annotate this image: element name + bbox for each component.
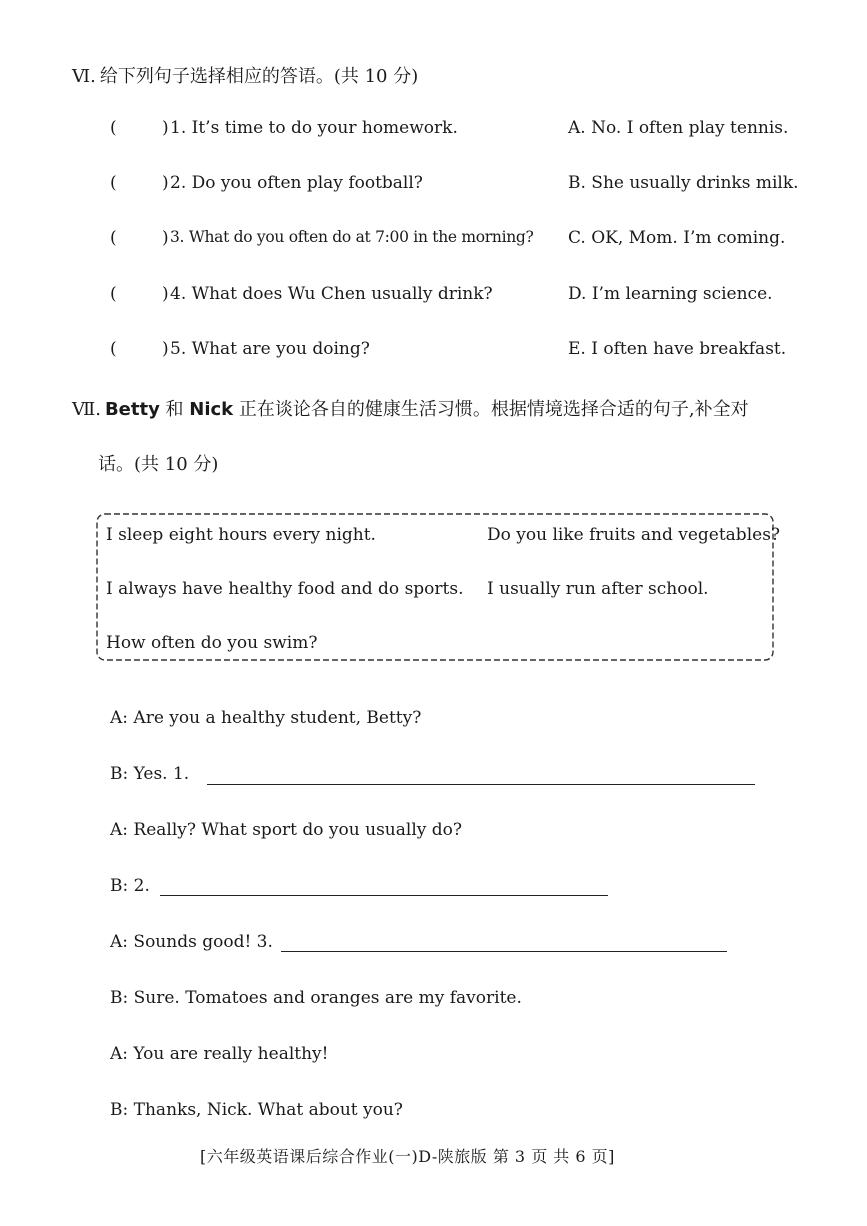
dialogue-text: Sure. Tomatoes and oranges are my favorite. — [133, 988, 522, 1008]
section-7-heading: 正在谈论各自的健康生活习惯。根据情境选择合适的句子,补全对 — [233, 399, 749, 420]
dialogue-line: A: Are you a healthy student, Betty? — [110, 708, 422, 728]
name-nick: Nick — [189, 399, 234, 420]
question-text: 5. What are you doing? — [170, 339, 370, 359]
answer-paren-open: ( — [110, 284, 117, 304]
name-betty: Betty — [104, 399, 160, 420]
option-box — [95, 512, 781, 662]
section-6-numeral: Ⅵ. — [72, 66, 96, 87]
speaker-label: A — [110, 820, 123, 840]
speaker-label: B — [110, 1100, 123, 1120]
section-7-title — [72, 395, 749, 421]
option-item: I sleep eight hours every night. — [106, 525, 376, 545]
option-item: I usually run after school. — [487, 579, 709, 599]
title-and: 和 — [159, 399, 190, 420]
answer-paren-close: ) — [162, 228, 169, 248]
speaker-label: B — [110, 876, 123, 896]
option-item: I always have healthy food and do sports. — [106, 579, 464, 599]
section-7-numeral: Ⅶ. — [72, 399, 101, 420]
answer-paren-open: ( — [110, 118, 117, 138]
dialogue-text: Are you a healthy student, Betty? — [133, 708, 422, 728]
option-item: Do you like fruits and vegetables? — [487, 525, 781, 545]
answer-paren-close: ) — [162, 339, 169, 359]
dialogue-line: B: Yes. 1. — [110, 764, 190, 784]
dialogue-text: Sounds good! 3. — [133, 932, 273, 952]
answer-blank-1[interactable] — [207, 784, 755, 785]
answer-option: C. OK, Mom. I’m coming. — [568, 228, 786, 248]
option-item: How often do you swim? — [106, 633, 318, 653]
answer-option: E. I often have breakfast. — [568, 339, 787, 359]
answer-blank-3[interactable] — [281, 951, 727, 952]
section-7-title-line2: 话。(共 10 分) — [98, 454, 219, 475]
question-text: 2. Do you often play football? — [170, 173, 423, 193]
dialogue-line: A: Sounds good! 3. — [110, 932, 273, 952]
answer-option: B. She usually drinks milk. — [568, 173, 799, 193]
dialogue-line: B: Sure. Tomatoes and oranges are my favorite. — [110, 988, 522, 1008]
answer-paren-close: ) — [162, 118, 169, 138]
dialogue-text: Yes. 1. — [133, 764, 190, 784]
speaker-label: A — [110, 932, 123, 952]
section-6-heading: 给下列句子选择相应的答语。(共 10 分) — [99, 66, 419, 87]
answer-paren-open: ( — [110, 228, 117, 248]
dialogue-line: B: 2. — [110, 876, 150, 896]
speaker-label: A — [110, 1044, 123, 1064]
question-text: 1. It’s time to do your homework. — [170, 118, 458, 138]
dialogue-line: A: Really? What sport do you usually do? — [110, 820, 462, 840]
speaker-label: A — [110, 708, 123, 728]
answer-paren-close: ) — [162, 173, 169, 193]
answer-blank-2[interactable] — [160, 895, 608, 896]
speaker-label: B — [110, 764, 123, 784]
answer-paren-open: ( — [110, 339, 117, 359]
answer-paren-close: ) — [162, 284, 169, 304]
dialogue-text: 2. — [133, 876, 150, 896]
dialogue-line: B: Thanks, Nick. What about you? — [110, 1100, 403, 1120]
page-footer: [六年级英语课后综合作业(一)D-陕旅版 第 3 页 共 6 页] — [200, 1147, 615, 1166]
answer-paren-open: ( — [110, 173, 117, 193]
dialogue-line: A: You are really healthy! — [110, 1044, 329, 1064]
dialogue-text: Thanks, Nick. What about you? — [133, 1100, 403, 1120]
question-text: 4. What does Wu Chen usually drink? — [170, 284, 493, 304]
question-text: 3. What do you often do at 7:00 in the morning? — [170, 228, 534, 246]
dialogue-text: Really? What sport do you usually do? — [133, 820, 462, 840]
section-6-title — [72, 62, 418, 88]
speaker-label: B — [110, 988, 123, 1008]
dialogue-text: You are really healthy! — [133, 1044, 329, 1064]
answer-option: A. No. I often play tennis. — [568, 118, 789, 138]
answer-option: D. I’m learning science. — [568, 284, 773, 304]
